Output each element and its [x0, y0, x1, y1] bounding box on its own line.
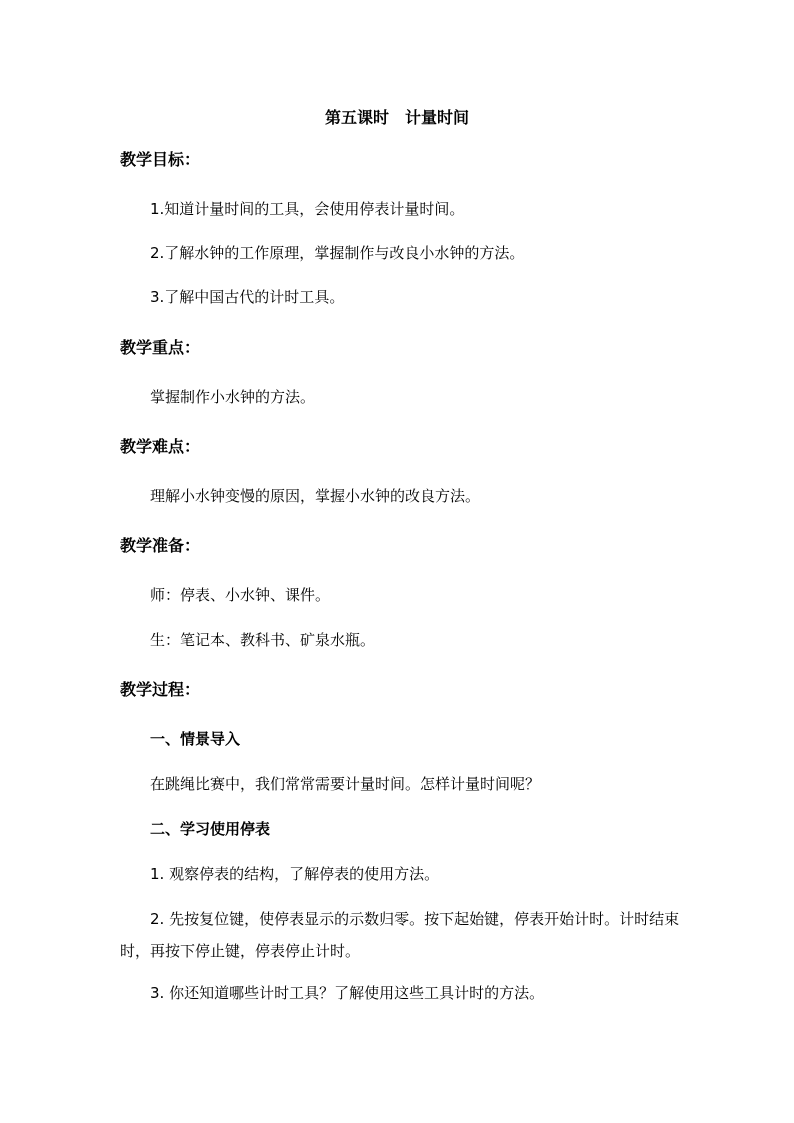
section-2-item-1: 1. 观察停表的结构，了解停表的使用方法。 — [150, 865, 440, 883]
objective-item-2: 2.了解水钟的工作原理，掌握制作与改良小水钟的方法。 — [150, 244, 525, 262]
section-2-item-3: 3. 你还知道哪些计时工具？了解使用这些工具计时的方法。 — [150, 984, 545, 1002]
difficulties-text: 理解小水钟变慢的原因，掌握小水钟的改良方法。 — [150, 487, 481, 505]
section-1-heading: 一、情景导入 — [150, 730, 241, 748]
difficulties-heading: 教学难点： — [120, 437, 201, 456]
page-title: 第五课时 计量时间 — [324, 108, 469, 127]
key-points-text: 掌握制作小水钟的方法。 — [150, 388, 316, 406]
objectives-heading: 教学目标： — [120, 150, 201, 169]
section-2-item-2: 2. 先按复位键，使停表显示的示数归零。按下起始键，停表开始计时。计时结束时，再按下停止键，停表停止计时。 — [120, 910, 680, 960]
preparation-student: 生：笔记本、教科书、矿泉水瓶。 — [150, 631, 376, 649]
preparation-teacher: 师：停表、小水钟、课件。 — [150, 586, 331, 604]
objective-item-3: 3.了解中国古代的计时工具。 — [150, 288, 345, 306]
preparation-heading: 教学准备： — [120, 536, 201, 555]
process-heading: 教学过程： — [120, 680, 201, 699]
section-1-text: 在跳绳比赛中，我们常常需要计量时间。怎样计量时间呢？ — [150, 775, 541, 793]
key-points-heading: 教学重点： — [120, 338, 201, 357]
objective-item-1: 1.知道计量时间的工具，会使用停表计量时间。 — [150, 200, 465, 218]
section-2-heading: 二、学习使用停表 — [150, 820, 271, 838]
